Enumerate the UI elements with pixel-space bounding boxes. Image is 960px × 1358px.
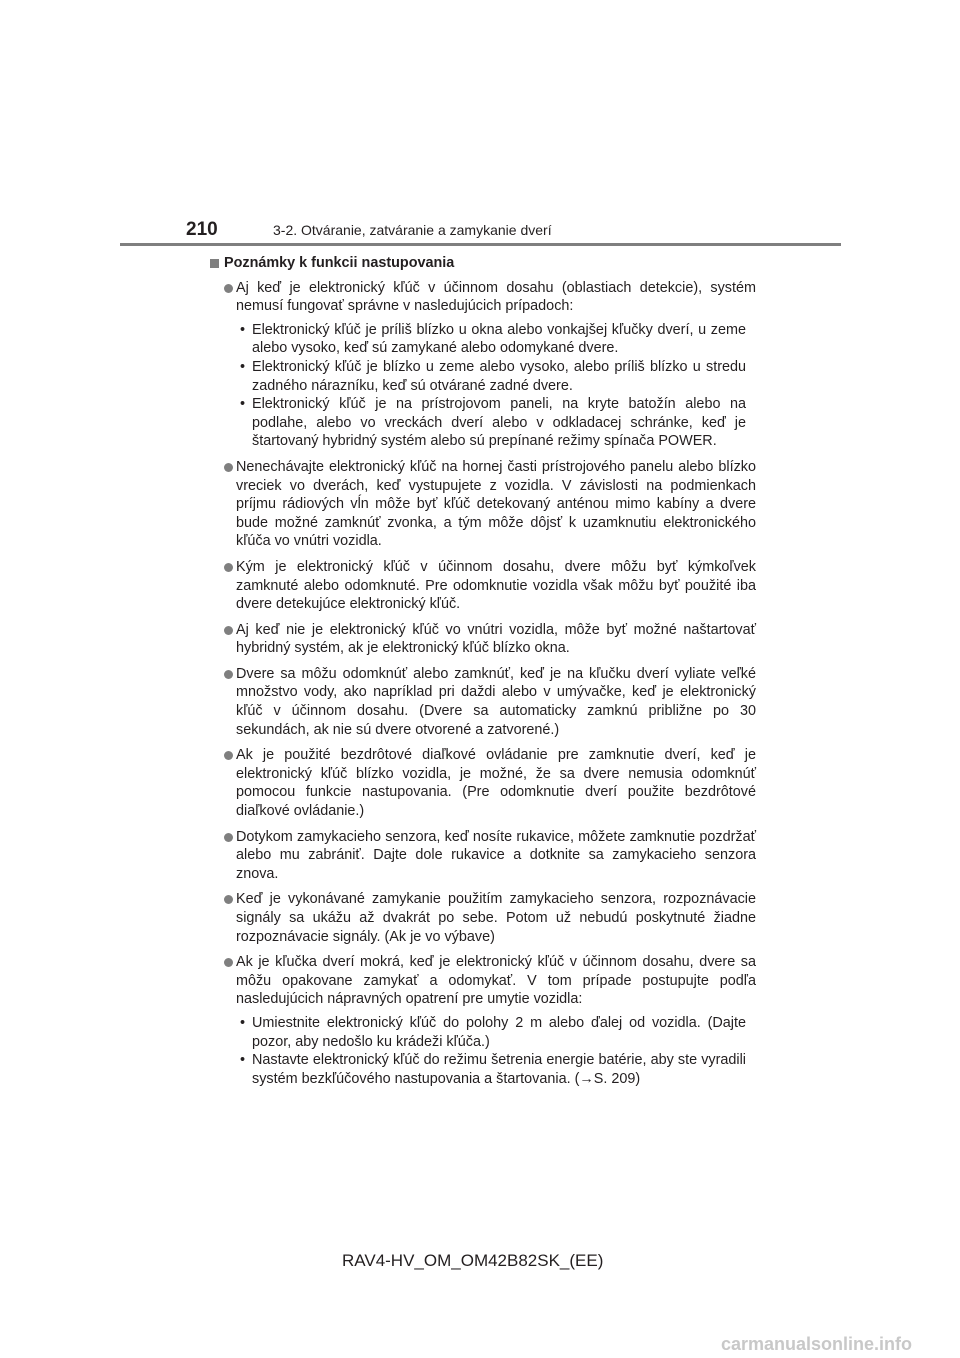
circle-bullet-icon <box>224 284 233 293</box>
section-heading <box>210 254 756 273</box>
circle-bullet-icon <box>224 670 233 679</box>
list-item-text: Aj keď je elektronický kľúč v účinnom dosahu (oblastiach detekcie), systém nemusí fungovať správne v nasledujúcich prípadoch: <box>236 279 756 315</box>
list-item-text: Ak je kľučka dverí mokrá, keď je elektronický kľúč v účinnom dosahu, dvere sa môžu opakovane zamykať a odomykať. V tom prípade postupujte podľa nasledujúcich nápravných opatrení pre umytie vozidla: <box>236 954 756 1008</box>
list-item <box>210 828 756 884</box>
circle-bullet-icon <box>224 895 233 904</box>
list-item-text: Ak je použité bezdrôtové diaľkové ovládanie pre zamknutie dverí, keď je elektronický kľúč blízko vozidla, je možné, že sa dvere nemusia odomknúť pomocou funkcie nastupovania. (Pre odomknutie dverí použite bezdrôtové diaľkové ovládanie.) <box>236 747 756 820</box>
page-header <box>0 0 960 250</box>
sublist-item: • Elektronický kľúč je príliš blízko u okna alebo vonkajšej kľučky dverí, u zeme alebo vysoko, keď sú zamykané alebo odomykané dvere. <box>240 321 746 357</box>
dot-bullet-icon: • <box>240 321 246 338</box>
sublist <box>236 321 756 451</box>
circle-bullet-icon <box>224 626 233 635</box>
list-item-text: Aj keď nie je elektronický kľúč vo vnútri vozidla, môže byť možné naštartovať hybridný systém, ak je elektronický kľúč blízko okna. <box>236 621 756 657</box>
watermark: carmanualsonline.info <box>721 1334 913 1354</box>
list-item-text: Keď je vykonávané zamykanie použitím zamykacieho senzora, rozpoznávacie signály sa ukážu až dvakrát po sebe. Potom už nebudú poskytnuté žiadne rozpoznávacie signály. (Ak je vo výbave) <box>236 891 756 945</box>
circle-bullet-icon <box>224 463 233 472</box>
list-item-text: Kým je elektronický kľúč v účinnom dosahu, dvere môžu byť kýmkoľvek zamknuté alebo odomknuté. Pre odomknutie vozidla však môžu byť použité iba dvere detekujúce elektronický kľúč. <box>236 558 756 613</box>
dot-bullet-icon: • <box>240 396 246 413</box>
list-item-text: Dotykom zamykacieho senzora, keď nosíte rukavice, môžete zamknutie pozdržať alebo mu zabrániť. Dajte dole rukavice a dotknite sa zamykacieho senzora znova. <box>236 828 756 882</box>
dot-bullet-icon: • <box>240 358 246 375</box>
circle-bullet-icon <box>224 751 233 760</box>
section-heading-text: Poznámky k funkcii nastupovania <box>224 255 455 271</box>
dot-bullet-icon: • <box>240 1052 246 1069</box>
circle-bullet-icon <box>224 563 233 572</box>
list-item <box>210 621 756 658</box>
list-item <box>210 665 756 739</box>
list-item <box>210 558 756 614</box>
page-number: 210 <box>186 219 218 240</box>
dot-bullet-icon: • <box>240 1014 246 1031</box>
model-code: RAV4-HV_OM_OM42B82SK_(EE) <box>342 1251 604 1270</box>
list-item-text: Nenechávajte elektronický kľúč na hornej časti prístrojového panelu alebo blízko vreciek vo dverách, keď vystupujete z vozidla. V závislosti na podmienkach príjmu rádiových vĺn môže byť kľúč detekovaný anténou mimo kabíny a dvere bude možné zamknúť zvonka, a tým môže dôjsť k uzamknutiu elektronického kľúča vo vnútri vozidla. <box>236 458 756 550</box>
circle-bullet-icon <box>224 958 233 967</box>
page-content <box>210 254 756 1095</box>
sublist <box>236 1014 756 1088</box>
list-item-text: Dvere sa môžu odomknúť alebo zamknúť, keď je na kľučku dverí vyliate veľké množstvo vody, ako napríklad pri daždi alebo v umývačke, keď je elektronický kľúč v účinnom dosahu. (Dvere sa automaticky zamknú približne po 30 sekundách, ak nie sú dvere otvorené a zatvorené.) <box>236 665 756 738</box>
chapter-title: 3-2. Otváranie, zatváranie a zamykanie dverí <box>273 222 552 238</box>
list-item <box>210 458 756 551</box>
list-item <box>210 746 756 820</box>
list-item <box>210 279 756 451</box>
sublist-item: • Elektronický kľúč je na prístrojovom paneli, na kryte batožín alebo na podlahe, alebo vo vreckách dverí alebo v odkladacej schránke, keď je štartovaný hybridný systém alebo sú prepínané režimy spínača POWER. <box>240 396 746 450</box>
sublist-item: • Elektronický kľúč je blízko u zeme alebo vysoko, alebo príliš blízko u stredu zadného nárazníku, keď sú otvárané zadné dvere. <box>240 358 746 394</box>
sublist-item: • Umiestnite elektronický kľúč do polohy 2 m alebo ďalej od vozidla. (Dajte pozor, aby nedošlo ku krádeži kľúča.) <box>240 1014 746 1050</box>
list-item <box>210 953 756 1088</box>
square-bullet-icon <box>210 259 219 268</box>
circle-bullet-icon <box>224 833 233 842</box>
list-item <box>210 890 756 946</box>
sublist-item: • Nastavte elektronický kľúč do režimu šetrenia energie batérie, aby ste vyradili systém bezkľúčového nastupovania a štartovania. (→S. 209) <box>240 1052 746 1087</box>
header-divider <box>120 243 841 246</box>
